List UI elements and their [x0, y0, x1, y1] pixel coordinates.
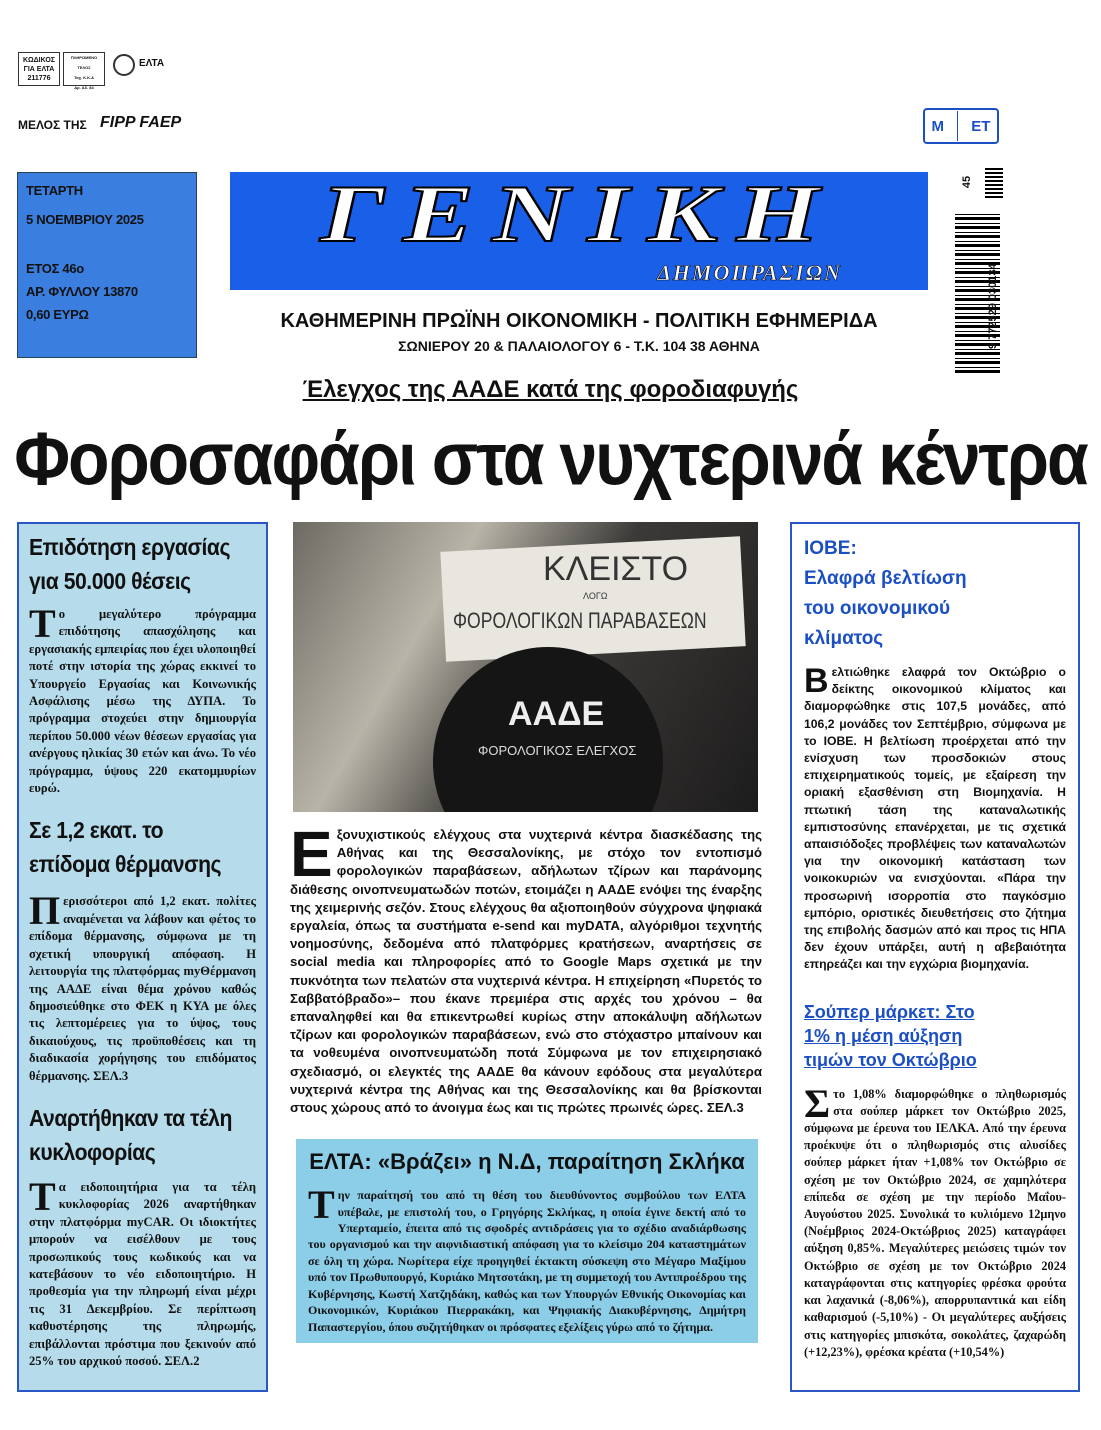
masthead-title: ΓΕΝΙΚΗ: [320, 172, 838, 259]
right-column: [790, 522, 1080, 1392]
stamp-line: Ταχ. Κ.Κ.Α: [73, 75, 95, 80]
elta-code-stamp: [18, 52, 60, 86]
issue-date: 5 ΝΟΕΜΒΡΙΟΥ 2025: [26, 212, 144, 227]
member-label: ΜΕΛΟΣ ΤΗΣ: [18, 118, 87, 132]
met-logo-left: Μ: [931, 117, 945, 135]
left-briefs-column: [17, 522, 268, 1392]
lead-photo: [293, 522, 758, 812]
drop-cap: Β: [804, 662, 829, 700]
brief-body: ο μεγαλύτερο πρόγραμμα επιδότησης απασχόλησης και εργασιακής εμπειρίας που έχει υλοποιηθεί ποτέ στην ιστορία της χώρας εκκινεί το Υπουργείο Εργασίας και Κοινωνικής Ασφάλισης μέσω της ΔΥΠΑ. Το πρόγραμμα στοχεύει στην δημιουργία περίπου 50.000 νέων θέσεων εργασίας για ανέργους ηλικίας 30 ετών και άνω. Το νέο πρόγραμμα, ύψους 220 εκατομμυρίων ευρώ.: [29, 607, 256, 796]
masthead-slogan: ΚΑΘΗΜΕΡΙΝΗ ΠΡΩΪΝΗ ΟΙΚΟΝΟΜΙΚΗ - ΠΟΛΙΤΙΚΗ ΕΦΗΜΕΡΙΔΑ: [280, 310, 878, 332]
iobe-title[interactable]: Ελαφρά βελτίωση του οικονομικού κλίματος: [804, 568, 967, 649]
iobe-body: ελτιώθηκε ελαφρά τον Οκτώβριο ο δείκτης οικονομικού κλίματος και διαμορφώθηκε στις 107,5 μονάδες, από 106,2 μονάδες τον Σεπτέμβριο, σύμφωνα με το ΙΟΒΕ. Η βελτίωση προέρχεται από την ενίσχυση των προσδοκιών στους επιχειρηματικούς τομείς, με εξαίρεση την οριακή εξασθένιση στη Βιομηχανία. Η πτωτική τάση της καταναλωτικής εμπιστοσύνης επανέρχεται, με τις σχετικά απαισιόδοξες προβλέψεις των καταναλωτών για την οικονομική κατάσταση των νοικοκυριών να ενισχύονται. «Πάρα την προσωρινή ισορροπία στο παγκόσμιο εμπόριο, οριστικές διευθετήσεις στο ζήτημα της επιβολής δασμών από και προς τις ΗΠΑ δεν έχουν υπάρξει, αυτή η αβεβαιότητα επηρεάζει και την εγχώρια βιομηχανία.: [804, 665, 1066, 972]
drop-cap: Ε: [290, 818, 333, 890]
lead-body-text: ξονυχιστικούς ελέγχους στα νυχτερινά κέντρα διασκέδασης της Αθήνας και της Θεσσαλονίκης, με στόχο τον εντοπισμό φορολογικών παραβάσεων, αδήλωτων τζίρων και παράνομης διάθεσης οινοπνευματωδών ποτών, ετοιμάζει η ΑΑΔΕ ενόψει της έναρξης της χειμερινής σεζόν. Στους ελέγχους θα αξιοποιηθούν σύγχρονα ψηφιακά εργαλεία, όπως τα συστήματα e-send και myDATA, αλγόριθμοι τεχνητής νοημοσύνης, δεδομένα από πλατφόρμες κρατήσεων, αναρτήσεις σε social media και πληροφορίες από το Google Maps σχετικά με την πυκνότητα των πελατών στα νυχτερινά κέντρα. Η επιχείρηση «Πυρετός το Σαββατόβραδο»– που έκανε πρεμιέρα στις αρχές του χρόνου – θα επαναληφθεί και θα επικεντρωθεί κυρίως στην αποκάλυψη αδήλωτων τζίρων και φορολογικών παραβάσεων, ενώ στο στόχαστρο μπαίνουν και τα νοθευμένα οινοπνευματώδη ποτά Σύμφωνα με τον επιχειρησιακό σχεδιασμό, οι ελεγκτές της ΑΑΔΕ θα κάνουν εφόδους στα μεγαλύτερα νυχτερινά κέντρα της Αθήνας και της Θεσσαλονίκης και θα βρίσκονται στους χώρους από το άνοιγμα έως και τις πρώτες πρωινές ώρες. ΣΕΛ.3: [290, 827, 762, 1116]
photo-sign-text: ΦΟΡΟΛΟΓΙΚΩΝ ΠΑΡΑΒΑΣΕΩΝ: [453, 608, 707, 633]
member-org-logos: FIPP FAEP: [100, 114, 182, 131]
drop-cap: Τ: [29, 601, 56, 646]
issue-year: ΕΤΟΣ 46ο: [26, 261, 84, 276]
iobe-kicker: ΙΟΒΕ:: [804, 538, 857, 559]
drop-cap: Π: [29, 888, 61, 934]
brief-article: [29, 813, 256, 1084]
issue-day: ΤΕΤΑΡΤΗ: [26, 183, 83, 198]
masthead: [230, 172, 928, 290]
elta-logo: ΕΛΤΑ: [139, 58, 165, 69]
drop-cap: Σ: [804, 1080, 831, 1126]
photo-sign-text: ΛΟΓΩ: [583, 591, 608, 601]
brief-title[interactable]: Αναρτήθηκαν τα τέλη κυκλοφορίας: [29, 1104, 232, 1165]
issue-info-box: [17, 172, 197, 358]
center-column: [290, 818, 762, 1343]
elta-title[interactable]: ΕΛΤΑ: «Βράζει» η Ν.Δ, παραίτηση Σκλήκα: [309, 1149, 745, 1175]
postage-stamp: [63, 52, 105, 90]
met-logo-right: ΕΤ: [971, 117, 991, 135]
photo-sign-text: ΚΛΕΙΣΤΟ: [543, 550, 689, 588]
barcode-addon: 45: [961, 175, 974, 189]
market-body: το 1,08% διαμορφώθηκε ο πληθωρισμός στα σούπερ μάρκετ τον Οκτώβριο 2025, σύμφωνα με έρευνα του ΙΕΛΚΑ. Από την έρευνα προέκυψε ότι ο πληθωρισμός στις αλυσίδες σούπερ μάρκετ ήταν +1,08% τον Οκτώβριο σε σχέση με τον Οκτώβριο 2024, σε χαμηλότερα επίπεδα σε σχέση με την περίοδο Μαΐου-Αυγούστου 2025. Συνολικά το κυλιόμενο 12μηνο (Νοέμβριος 2024-Οκτώβριος 2025) καταγράφει αύξηση 0,85%. Μεγαλύτερες μειώσεις τιμών τον Οκτώβριο σε σχέση με τον Οκτώβριο 2024 καταγράφονται στις κατηγορίες φρέσκα φρούτα και λαχανικά (-8,06%), απορρυπαντικά και είδη καθαρισμού (-5,10%) - Οι μεγαλύτερες αυξήσεις στις κατηγορίες μπισκότα, σοκολάτες, ζαχαρώδη (+12,23%), φρέσκα κρέατα (+10,54%): [804, 1086, 1066, 1359]
stamp-line: Αρ. Αδ. 84: [74, 85, 94, 90]
stamp-line: ΓΙΑ ΕΛΤΑ: [23, 66, 55, 73]
seal-icon: [113, 54, 135, 76]
issue-price: 0,60 ΕΥΡΩ: [26, 307, 89, 322]
brief-article: [29, 530, 256, 797]
lead-headline[interactable]: Φοροσαφάρι στα νυχτερινά κέντρα: [14, 417, 1087, 501]
barcode-number: 9 772529 030134: [987, 263, 999, 349]
brief-body: α ειδοποιητήρια για τα τέλη κυκλοφορίας 2026 αναρτήθηκαν στην πλατφόρμα myCAR. Οι ιδιοκτήτες μπορούν να εισέλθουν με τους προσωπικούς τους κωδικούς και να κατεβάσουν το νέο ειδοποιητήριο. Η προθεσμία για την πληρωμή είναι μέχρι τις 31 Δεκεμβρίου. Σε περίπτωση καθυστέρησης της πληρωμής, επιβάλλονται πρόστιμα που ξεκινούν από 25% του αρχικού ποσού. ΣΕΛ.2: [29, 1179, 256, 1368]
elta-article-box: [296, 1139, 758, 1343]
brief-title[interactable]: Σε 1,2 εκατ. το επίδομα θέρμανσης: [29, 817, 222, 878]
photo-vest-text: ΦΟΡΟΛΟΓΙΚΟΣ ΕΛΕΓΧΟΣ: [478, 743, 637, 758]
met-book-logo: [923, 108, 999, 144]
masthead-subtitle: ΔΗΜΟΠΡΑΣΙΩΝ: [657, 260, 842, 285]
drop-cap: Τ: [29, 1173, 56, 1219]
lead-kicker[interactable]: Έλεγχος της ΑΑΔΕ κατά της φοροδιαφυγής: [302, 376, 799, 403]
photo-vest-text: ΑΑΔΕ: [508, 695, 605, 733]
masthead-address: ΣΩΝΙΕΡΟΥ 20 & ΠΑΛΑΙΟΛΟΓΟΥ 6 - Τ.Κ. 104 38 ΑΘΗΝΑ: [398, 338, 760, 354]
brief-article: [29, 1101, 256, 1370]
barcode: [955, 168, 1015, 378]
lead-article-body: [290, 818, 762, 1117]
elta-body: ην παραίτησή του από τη θέση του διευθύνοντος συμβούλου των ΕΛΤΑ υπέβαλε, με επιστολή του, ο Γρηγόρης Σκλήκας, η οποία έγινε δεκτή από το Υπερταμείο, έπειτα από τις σφοδρές αντιδράσεις για το σχέδιο αναδιάρθωσης του οργανισμού και την αιφνιδιαστική απόφαση για το κλείσιμο 204 καταστημάτων σε όλη τη χώρα. Νωρίτερα είχε προηγηθεί έκτακτη σύσκεψη στο Μέγαρο Μαξίμου υπό τον Πρωθυπουργό, Κυριάκο Μητσοτάκη, με τη συμμετοχή του Αντιπροέδρου της Κυβέρνησης, Κωστή Χατζηδάκη, καθώς και των Υπουργών Εθνικής Οικονομίας και Οικονομικών, Κυριάκου Πιερρακάκη, και Ψηφιακής Διακυβέρνησης, Δημήτρη Παπαστεργίου, όπου συζητήθηκαν οι πρόσφατες εξελίξεις γύρω από το ζήτημα.: [308, 1188, 746, 1334]
brief-title[interactable]: Επιδότηση εργασίας για 50.000 θέσεις: [29, 534, 231, 594]
drop-cap: Τ: [308, 1182, 335, 1228]
stamp-line: 211776: [27, 75, 51, 82]
brief-body: ερισσότεροι από 1,2 εκατ. πολίτες αναμένεται να λάβουν και φέτος το επίδομα θέρμανσης, σύμφωνα με τη σχετική υπουργική απόφαση. Η λειτουργία της πλατφόρμας myΘέρμανση της ΑΑΔΕ είναι θέμα χρόνου καθώς δημοσιεύθηκε στο ΦΕΚ η ΚΥΑ με όλες τις λεπτομέρειες για το ύψος, τους δικαιούχους, τις προϋποθέσεις και τη διαδικασία χορήγησης του επιδόματος θέρμανσης. ΣΕΛ.3: [29, 894, 256, 1083]
issue-sheet-number: ΑΡ. ΦΥΛΛΟΥ 13870: [26, 284, 138, 299]
stamp-line: ΠΛΗΡΩΜΕΝΟ ΤΕΛΟΣ: [70, 55, 98, 70]
stamp-line: ΚΩΔΙΚΟΣ: [22, 57, 56, 64]
market-title-link[interactable]: Σούπερ μάρκετ: Στο 1% η μέση αύξηση τιμών τον Οκτώβριο: [804, 1001, 977, 1070]
